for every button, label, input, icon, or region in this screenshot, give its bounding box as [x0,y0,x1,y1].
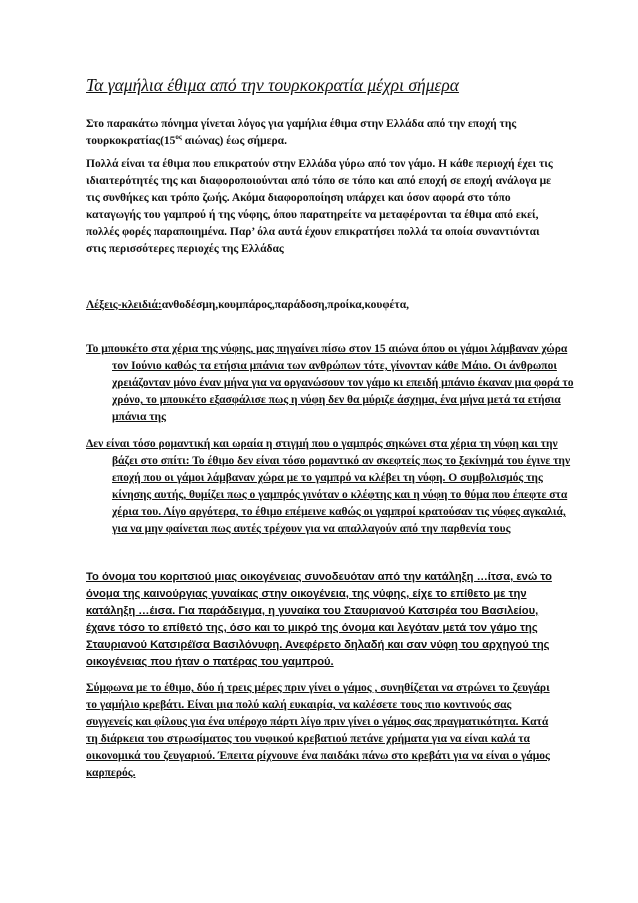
keywords-text: ανθοδέσμη,κουμπάρος,παράδοση,προίκα,κουφέτα, [161,299,410,311]
surname-paragraph: Το όνομα του κοριτσιού μιας οικογένειας συνοδευόταν από την κατάληξη …ίτσα, ενώ το όνομα της καινούργιας γυναίκας στην οικογένεια, της νύφης, είχε το επίθετο με την κατάληξη …έισα. Για παράδειγμα, η γυναίκα του Σταυριανού Κατσιρέα του Βασιλείου, έχανε τόσο το επίθετό της, όσο και το μικρό της όνομα και λεγόταν μετά τον γάμο της Σταυριανού Κατσιρέϊσα Βασιλόνυφη. Ανεφέρετο δηλαδή και σαν νύφη του αρχηγού της οικογένειας που ήταν ο πατέρας του γαμπρού. [86,571,552,668]
intro-text-end: αιώνας) έως σήμερα. [181,135,287,147]
overview-paragraph: Πολλά είναι τα έθιμα που επικρατούν στην Ελλάδα γύρω από τον γάμο. Η κάθε περιοχή έχει τις ιδιαιτερότητές της και διαφοροποιούνται από τόπο σε τόπο και από εποχή σε εποχή ανάλογα με τις συνθήκες και τρόπο ζωής. Ακόμα διαφοροποίηση υπάρχει και όσον αφορά στο τόπο καταγωγής του γαμπρού ή της νύφης, όπου παρατηρείτε να μεταφέρονται τα έθιμα από εκεί, πολλές φορές παραποιημένα. Παρ’ όλα αυτά έχουν επικρατήσει πολλά τα οποία συναντιόνται στις περισσότερες περιοχές της Ελλάδας [86,158,553,255]
intro-superscript: ος [175,133,182,142]
document-title: Τα γαμήλια έθιμα από την τουρκοκρατία μέχρι σήμερα [86,75,459,95]
list-item: Το μπουκέτο στα χέρια της νύφης, μας πηγαίνει πίσω στον 15 αιώνα όπου οι γάμοι λάμβαναν χώρα τον Ιούνιο καθώς τα ετήσια μπάνια των ανθρώπων τότε, γίνονταν κάθε Μάιο. Οι άνθρωποι χρειάζονταν μόνο έναν μήνα για να οργανώσουν τον γάμο κι επειδή μπάνιο έκαναν μια φορά το χρόνο, το μπουκέτο εξασφάλισε πως η νύφη δεν θα μύριζε άσχημα, ένα μήνα μετά τα ετήσια μπάνια της [86,343,574,423]
bed-custom-paragraph: Σύμφωνα με το έθιμο, δύο ή τρεις μέρες πριν γίνει ο γάμος , συνηθίζεται να στρώνει το ζευγάρι το γαμήλιο κρεβάτι. Είναι μια πολύ καλή ευκαιρία, να καλέσετε τους πιο κοντινούς σας συγγενείς και φίλους για ένα υπέροχο πάρτι λίγο πριν γίνει ο γάμος σας πραγματικότητα. Κατά τη διάρκεια του στρωσίματος του νυφικού κρεβατιού πετάνε χρήματα για να είναι καλά τα οικονομικά του ζευγαριού. Έπειτα ρίχνουνε ένα παιδάκι πάνω στο κρεβάτι για να είναι ο γάμος καρπερός. [86,682,550,779]
intro-paragraph [86,116,556,150]
list-item: Δεν είναι τόσο ρομαντική και ωραία η στιγμή που ο γαμπρός σηκώνει στα χέρια τη νύφη και την βάζει στο σπίτι: Το έθιμο δεν είναι τόσο ρομαντικό αν σκεφτείς πως το ξεκίνημά του έγινε την εποχή που οι γάμοι λάμβαναν χώρα με το γαμπρό να κλέβει τη νύφη. Ο συμβολισμός της κίνησης αυτής, θυμίζει πως ο γαμπρός γινόταν ο κλέφτης και η νύφη το θύμα που έπεφτε στα χέρια του. Λίγο αργότερα, το έθιμο επέμεινε καθώς οι γαμπροί κρατούσαν τις νύφες αγκαλιά, για να μην φαίνεται πως αυτές τρέχουν για να απαλλαγούν από την παρθενία τους [86,438,571,535]
intro-text-start: Στο παρακάτω πόνημα γίνεται λόγος για γαμήλια έθιμα στην Ελλάδα από την εποχή της τουρκοκρατίας(15 [86,118,517,147]
keywords-label: Λέξεις-κλειδιά: [86,299,162,311]
keywords-line [86,297,556,314]
